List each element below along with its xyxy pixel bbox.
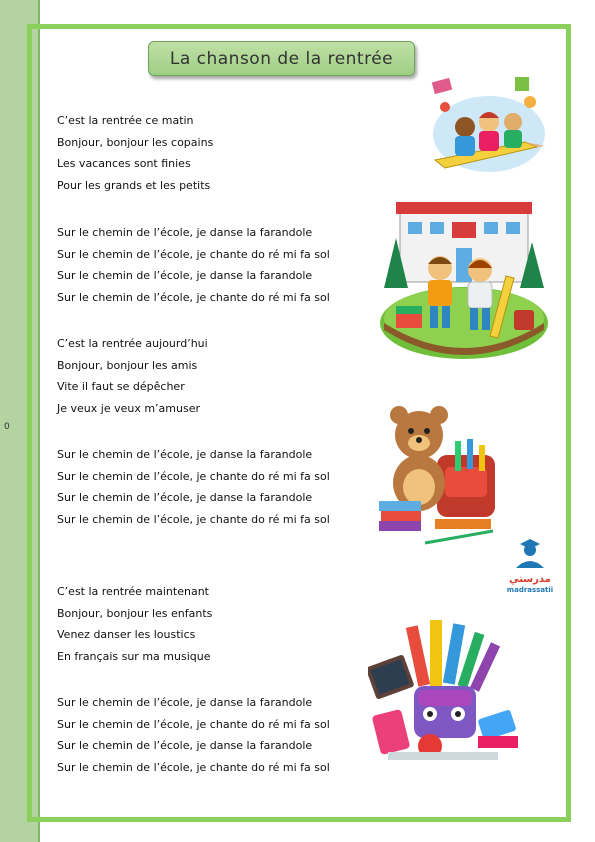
- lyric-line: C’est la rentrée maintenant: [57, 585, 209, 598]
- lyric-line: Bonjour, bonjour les copains: [57, 135, 214, 149]
- stanza-3: [57, 333, 208, 419]
- madrassatii-logo: [500, 538, 560, 598]
- lyric-line: Bonjour, bonjour les enfants: [57, 606, 213, 620]
- title-banner: [148, 41, 415, 76]
- lyric-line: Pour les grands et les petits: [57, 178, 211, 192]
- lyric-line: Sur le chemin de l’école, je chante do ré mi fa sol: [57, 469, 330, 483]
- school-building-illustration: [378, 198, 550, 366]
- lyric-line: Sur le chemin de l’école, je danse la farandole: [57, 696, 313, 709]
- stanza-4: [57, 444, 330, 530]
- lyric-line: Vite il faut se dépêcher: [57, 380, 185, 393]
- lyric-line: Sur le chemin de l’école, je danse la farandole: [57, 269, 313, 282]
- lyric-line: Les vacances sont finies: [57, 157, 191, 170]
- stanza-6: [57, 692, 330, 778]
- lyric-line: Sur le chemin de l’école, je danse la farandole: [57, 491, 313, 504]
- lyric-line: Bonjour, bonjour les amis: [57, 358, 198, 372]
- lyric-line: Sur le chemin de l’école, je chante do ré mi fa sol: [57, 717, 330, 731]
- lyric-line: Sur le chemin de l’école, je chante do ré mi fa sol: [57, 512, 330, 526]
- lyric-line: Sur le chemin de l’école, je danse la farandole: [57, 739, 313, 752]
- stanza-1: [57, 110, 213, 196]
- graduate-icon: [500, 538, 560, 570]
- school-supplies-illustration: [368, 618, 526, 768]
- stanza-5: [57, 581, 212, 667]
- stanza-2: [57, 222, 330, 308]
- page-number: 0: [4, 422, 10, 432]
- lyric-line: Sur le chemin de l’école, je chante do ré mi fa sol: [57, 247, 330, 261]
- lyric-line: Je veux je veux m’amuser: [57, 401, 200, 415]
- lyric-line: Sur le chemin de l’école, je danse la farandole: [57, 448, 313, 461]
- kids-on-pencil-illustration: [425, 72, 550, 177]
- lyric-line: C’est la rentrée ce matin: [57, 114, 194, 127]
- lyric-line: Sur le chemin de l’école, je chante do ré mi fa sol: [57, 760, 330, 774]
- page-title: La chanson de la rentrée: [169, 48, 394, 69]
- lyric-line: Venez danser les loustics: [57, 628, 196, 641]
- lyric-line: Sur le chemin de l’école, je danse la farandole: [57, 226, 313, 239]
- teddy-bear-schoolbag-illustration: [375, 405, 505, 547]
- logo-arabic-text: مدرستي: [509, 574, 551, 585]
- lyric-line: C’est la rentrée aujourd’hui: [57, 337, 208, 350]
- logo-latin-text: madrassatii: [506, 586, 554, 594]
- lyric-line: En français sur ma musique: [57, 649, 211, 663]
- lyric-line: Sur le chemin de l’école, je chante do ré mi fa sol: [57, 290, 330, 304]
